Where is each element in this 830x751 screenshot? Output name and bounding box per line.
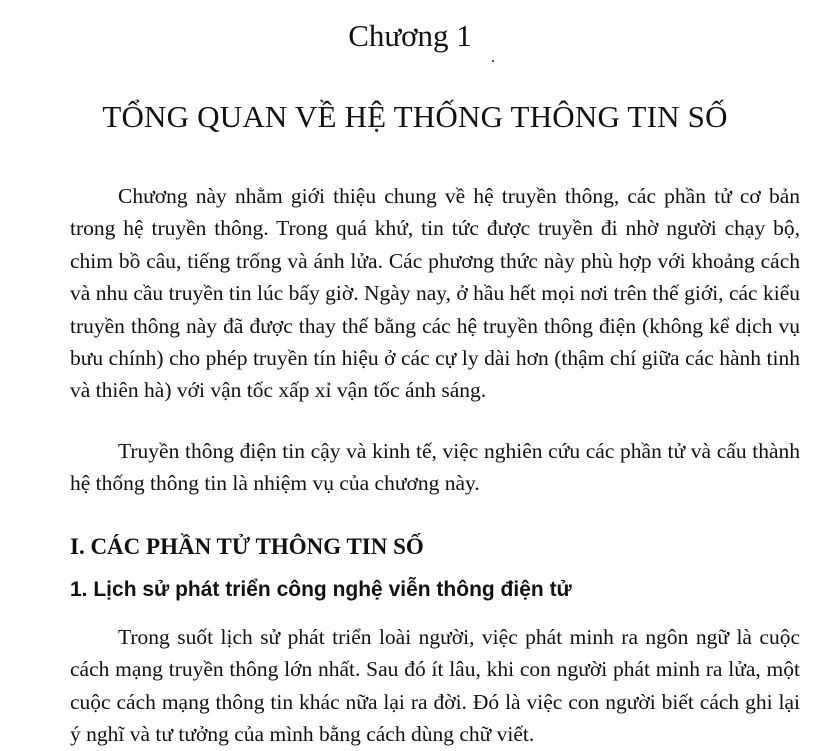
chapter-title: TỔNG QUAN VỀ HỆ THỐNG THÔNG TIN SỐ xyxy=(102,99,728,134)
print-speck xyxy=(492,60,494,62)
subsection-heading: 1. Lịch sử phát triển công nghệ viễn thông điện tử xyxy=(70,578,572,601)
section-heading: I. CÁC PHẦN TỬ THÔNG TIN SỐ xyxy=(70,534,424,559)
subsection-paragraph: Trong suốt lịch sử phát triển loài người, việc phát minh ra ngôn ngữ là cuộc cách mạng truyền thông lớn nhất. Sau đó ít lâu, khi con người phát minh ra lửa, một cuộc cách mạng thông tin khác nữa lại ra đời. Đó là việc con người biết cách ghi lại ý nghĩ và tư tưởng của mình bằng cách dùng chữ viết. xyxy=(70,625,800,747)
chapter-label: Chương 1 xyxy=(348,18,472,53)
intro-paragraph-1: Chương này nhằm giới thiệu chung về hệ truyền thông, các phần tử cơ bản trong hệ truyền thông. Trong quá khứ, tin tức được truyền đi nhờ người chạy bộ, chim bồ câu, tiếng trống và ánh lửa. Các phương thức này phù hợp với khoảng cách và nhu cầu truyền tin lúc bấy giờ. Ngày nay, ở hầu hết mọi nơi trên thế giới, các kiểu truyền thông này đã được thay thế bằng các hệ truyền thông điện (không kể dịch vụ bưu chính) cho phép truyền tín hiệu ở các cự ly dài hơn (thậm chí giữa các hành tinh và thiên hà) với vận tốc xấp xỉ vận tốc ánh sáng. xyxy=(70,184,800,403)
intro-paragraph-2: Truyền thông điện tin cậy và kinh tế, việc nghiên cứu các phần tử và cấu thành hệ thống thông tin là nhiệm vụ của chương này. xyxy=(70,439,800,496)
